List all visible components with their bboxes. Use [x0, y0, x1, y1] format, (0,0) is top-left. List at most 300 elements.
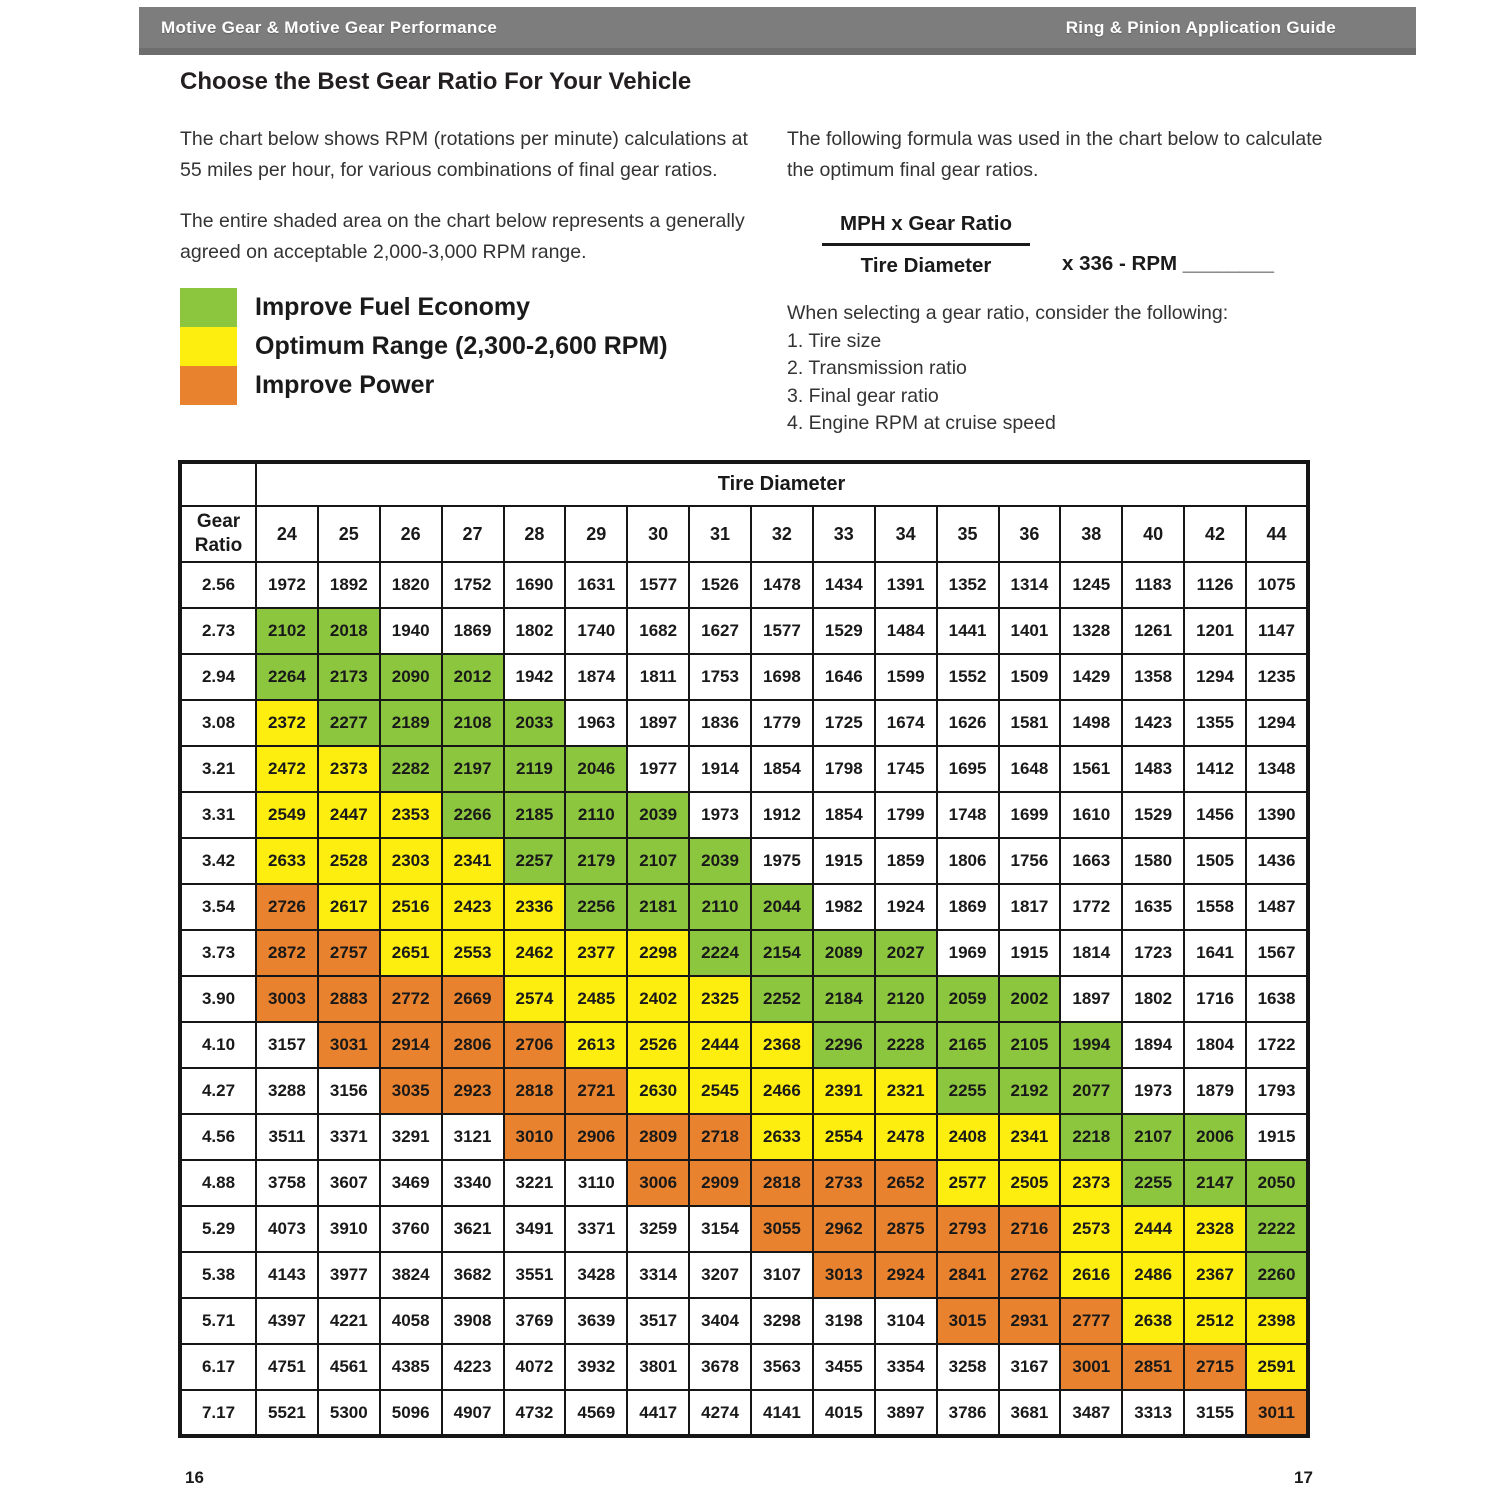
rpm-cell: 3155	[1184, 1390, 1246, 1436]
rpm-cell: 2545	[689, 1068, 751, 1114]
gear-ratio-cell: 5.29	[180, 1206, 256, 1252]
rpm-cell: 2793	[937, 1206, 999, 1252]
rpm-cell: 1147	[1246, 608, 1308, 654]
rpm-cell: 1994	[1060, 1022, 1122, 1068]
rpm-cell: 1748	[937, 792, 999, 838]
rpm-cell: 2485	[565, 976, 627, 1022]
rpm-cell: 3015	[937, 1298, 999, 1344]
rpm-cell: 3563	[751, 1344, 813, 1390]
tire-diameter-col-header: 32	[751, 506, 813, 562]
rpm-cell: 2909	[689, 1160, 751, 1206]
rpm-cell: 3156	[318, 1068, 380, 1114]
rpm-cell: 1646	[813, 654, 875, 700]
rpm-cell: 4073	[256, 1206, 318, 1252]
rpm-cell: 1915	[813, 838, 875, 884]
rpm-cell: 2184	[813, 976, 875, 1022]
rpm-cell: 2818	[751, 1160, 813, 1206]
rpm-cell: 1529	[813, 608, 875, 654]
rpm-cell: 2012	[442, 654, 504, 700]
gear-ratio-cell: 6.17	[180, 1344, 256, 1390]
rpm-cell: 2591	[1246, 1344, 1308, 1390]
rpm-cell: 4143	[256, 1252, 318, 1298]
rpm-cell: 2715	[1184, 1344, 1246, 1390]
rpm-cell: 2706	[504, 1022, 566, 1068]
gear-ratio-cell: 4.10	[180, 1022, 256, 1068]
rpm-cell: 2107	[627, 838, 689, 884]
rpm-cell: 1799	[875, 792, 937, 838]
rpm-cell: 5521	[256, 1390, 318, 1436]
rpm-cell: 3824	[380, 1252, 442, 1298]
rpm-cell: 2757	[318, 930, 380, 976]
table-row	[180, 884, 1308, 930]
rpm-cell: 1328	[1060, 608, 1122, 654]
rpm-cell: 3031	[318, 1022, 380, 1068]
tire-diameter-col-header: 38	[1060, 506, 1122, 562]
table-row	[180, 700, 1308, 746]
tire-diameter-col-header: 27	[442, 506, 504, 562]
rpm-cell: 2875	[875, 1206, 937, 1252]
rpm-cell: 2260	[1246, 1252, 1308, 1298]
page-number-left: 16	[185, 1468, 204, 1487]
rpm-cell: 3354	[875, 1344, 937, 1390]
rpm-cell: 2818	[504, 1068, 566, 1114]
rpm-cell: 1423	[1122, 700, 1184, 746]
rpm-cell: 1358	[1122, 654, 1184, 700]
rpm-cell: 3314	[627, 1252, 689, 1298]
rpm-cell: 2296	[813, 1022, 875, 1068]
rpm-cell: 3758	[256, 1160, 318, 1206]
rpm-cell: 2574	[504, 976, 566, 1022]
rpm-cell: 3428	[565, 1252, 627, 1298]
rpm-cell: 4221	[318, 1298, 380, 1344]
rpm-cell: 1699	[999, 792, 1061, 838]
rpm-cell: 2368	[751, 1022, 813, 1068]
rpm-cell: 3621	[442, 1206, 504, 1252]
rpm-cell: 1674	[875, 700, 937, 746]
rpm-cell: 2402	[627, 976, 689, 1022]
rpm-cell: 1599	[875, 654, 937, 700]
rpm-cell: 1973	[1122, 1068, 1184, 1114]
rpm-cell: 3107	[751, 1252, 813, 1298]
rpm-cell: 1526	[689, 562, 751, 608]
rpm-cell: 2851	[1122, 1344, 1184, 1390]
rpm-cell: 2089	[813, 930, 875, 976]
rpm-cell: 2197	[442, 746, 504, 792]
rpm-cell: 1498	[1060, 700, 1122, 746]
rpm-cell: 1235	[1246, 654, 1308, 700]
rpm-cell: 2002	[999, 976, 1061, 1022]
intro-paragraph-2: The entire shaded area on the chart below represents a generally agreed on acceptable 2,000-3,000 RPM range.	[180, 210, 745, 263]
rpm-cell: 2872	[256, 930, 318, 976]
rpm-cell: 1793	[1246, 1068, 1308, 1114]
gear-ratio-cell: 3.21	[180, 746, 256, 792]
rpm-cell: 1753	[689, 654, 751, 700]
rpm-cell: 1355	[1184, 700, 1246, 746]
rpm-cell: 1391	[875, 562, 937, 608]
rpm-cell: 4274	[689, 1390, 751, 1436]
tire-diameter-col-header: 34	[875, 506, 937, 562]
rpm-cell: 3198	[813, 1298, 875, 1344]
rpm-cell: 2914	[380, 1022, 442, 1068]
rpm-cell: 2046	[565, 746, 627, 792]
table-row	[180, 838, 1308, 884]
rpm-cell: 3932	[565, 1344, 627, 1390]
rpm-cell: 1581	[999, 700, 1061, 746]
rpm-cell: 1756	[999, 838, 1061, 884]
rpm-cell: 2733	[813, 1160, 875, 1206]
rpm-cell: 1638	[1246, 976, 1308, 1022]
rpm-cell: 1817	[999, 884, 1061, 930]
rpm-cell: 2154	[751, 930, 813, 976]
table-corner-cell	[180, 462, 256, 506]
tire-diameter-col-header: 25	[318, 506, 380, 562]
rpm-cell: 1854	[751, 746, 813, 792]
gear-ratio-cell: 3.90	[180, 976, 256, 1022]
rpm-cell: 3769	[504, 1298, 566, 1344]
rpm-cell: 1682	[627, 608, 689, 654]
rpm-cell: 2638	[1122, 1298, 1184, 1344]
consideration-item: 1. Tire size	[787, 329, 882, 352]
formula-denominator: Tire Diameter	[860, 254, 992, 277]
rpm-cell: 1580	[1122, 838, 1184, 884]
rpm-cell: 2651	[380, 930, 442, 976]
rpm-cell: 2018	[318, 608, 380, 654]
rpm-cell: 4072	[504, 1344, 566, 1390]
rpm-cell: 2110	[565, 792, 627, 838]
rpm-cell: 1505	[1184, 838, 1246, 884]
gear-ratio-header: Gear Ratio	[180, 506, 256, 562]
rpm-cell: 1820	[380, 562, 442, 608]
rpm-cell: 3167	[999, 1344, 1061, 1390]
rpm-cell: 4732	[504, 1390, 566, 1436]
rpm-cell: 1529	[1122, 792, 1184, 838]
table-row	[180, 1160, 1308, 1206]
rpm-cell: 2224	[689, 930, 751, 976]
rpm-cell: 3786	[937, 1390, 999, 1436]
rpm-cell: 2423	[442, 884, 504, 930]
rpm-cell: 3010	[504, 1114, 566, 1160]
rpm-cell: 4417	[627, 1390, 689, 1436]
gear-ratio-cell: 4.88	[180, 1160, 256, 1206]
rpm-cell: 3035	[380, 1068, 442, 1114]
rpm-cell: 1752	[442, 562, 504, 608]
rpm-cell: 3001	[1060, 1344, 1122, 1390]
gear-ratio-cell: 2.56	[180, 562, 256, 608]
rpm-cell: 2408	[937, 1114, 999, 1160]
rpm-cell: 2962	[813, 1206, 875, 1252]
gear-ratio-cell: 5.71	[180, 1298, 256, 1344]
rpm-cell: 2192	[999, 1068, 1061, 1114]
tire-diameter-col-header: 29	[565, 506, 627, 562]
table-row	[180, 1390, 1308, 1436]
table-row	[180, 562, 1308, 608]
rpm-cell: 2486	[1122, 1252, 1184, 1298]
gear-ratio-cell: 5.38	[180, 1252, 256, 1298]
gear-ratio-cell: 2.73	[180, 608, 256, 654]
rpm-cell: 2039	[627, 792, 689, 838]
rpm-cell: 4907	[442, 1390, 504, 1436]
rpm-cell: 1897	[1060, 976, 1122, 1022]
rpm-cell: 2120	[875, 976, 937, 1022]
rpm-cell: 4397	[256, 1298, 318, 1344]
rpm-cell: 2165	[937, 1022, 999, 1068]
rpm-cell: 1811	[627, 654, 689, 700]
table-row	[180, 1068, 1308, 1114]
rpm-cell: 2633	[751, 1114, 813, 1160]
rpm-cell: 2573	[1060, 1206, 1122, 1252]
rpm-cell: 1663	[1060, 838, 1122, 884]
rpm-cell: 1806	[937, 838, 999, 884]
consideration-item: 4. Engine RPM at cruise speed	[787, 412, 1056, 434]
rpm-cell: 1879	[1184, 1068, 1246, 1114]
rpm-cell: 1915	[999, 930, 1061, 976]
rpm-cell: 2528	[318, 838, 380, 884]
rpm-cell: 1294	[1184, 654, 1246, 700]
rpm-cell: 4058	[380, 1298, 442, 1344]
rpm-cell: 1973	[689, 792, 751, 838]
rpm-cell: 1126	[1184, 562, 1246, 608]
rpm-cell: 1723	[1122, 930, 1184, 976]
rpm-cell: 2630	[627, 1068, 689, 1114]
rpm-cell: 1558	[1184, 884, 1246, 930]
rpm-cell: 2478	[875, 1114, 937, 1160]
rpm-cell: 2228	[875, 1022, 937, 1068]
rpm-cell: 2373	[1060, 1160, 1122, 1206]
legend-row-fuel-economy	[180, 288, 668, 327]
rpm-cell: 2577	[937, 1160, 999, 1206]
table-row	[180, 976, 1308, 1022]
rpm-cell: 1892	[318, 562, 380, 608]
rpm-cell: 1698	[751, 654, 813, 700]
rpm-cell: 2809	[627, 1114, 689, 1160]
rpm-cell: 3639	[565, 1298, 627, 1344]
rpm-cell: 1725	[813, 700, 875, 746]
rpm-cell: 2373	[318, 746, 380, 792]
table-header-row-top	[180, 462, 1308, 506]
rpm-cell: 1814	[1060, 930, 1122, 976]
rpm-cell: 1610	[1060, 792, 1122, 838]
rpm-cell: 1940	[380, 608, 442, 654]
rpm-cell: 2617	[318, 884, 380, 930]
rpm-cell: 1869	[937, 884, 999, 930]
rpm-cell: 4141	[751, 1390, 813, 1436]
rpm-cell: 1772	[1060, 884, 1122, 930]
gear-ratio-cell: 3.73	[180, 930, 256, 976]
rpm-cell: 1972	[256, 562, 318, 608]
rpm-cell: 2341	[442, 838, 504, 884]
rpm-cell: 1975	[751, 838, 813, 884]
rpm-cell: 1626	[937, 700, 999, 746]
legend-label: Improve Power	[255, 371, 435, 399]
rpm-cell: 3340	[442, 1160, 504, 1206]
formula	[822, 212, 1274, 278]
rpm-cell: 2444	[1122, 1206, 1184, 1252]
header-left-title: Motive Gear & Motive Gear Performance	[161, 18, 498, 37]
rpm-cell: 2107	[1122, 1114, 1184, 1160]
intro-paragraph-1: The chart below shows RPM (rotations per minute) calculations at 55 miles per hour, for various combinations of final gear ratios.	[180, 128, 748, 181]
rpm-cell: 3404	[689, 1298, 751, 1344]
rpm-cell: 3469	[380, 1160, 442, 1206]
rpm-cell: 1745	[875, 746, 937, 792]
gear-ratio-cell: 3.42	[180, 838, 256, 884]
rpm-cell: 4015	[813, 1390, 875, 1436]
rpm-cell: 1969	[937, 930, 999, 976]
rpm-cell: 2105	[999, 1022, 1061, 1068]
rpm-cell: 3298	[751, 1298, 813, 1344]
tire-diameter-col-header: 31	[689, 506, 751, 562]
rpm-cell: 2179	[565, 838, 627, 884]
rpm-cell: 2147	[1184, 1160, 1246, 1206]
legend-swatch	[180, 366, 237, 405]
rpm-cell: 1201	[1184, 608, 1246, 654]
consideration-item: 3. Final gear ratio	[787, 384, 939, 407]
rpm-cell: 2110	[689, 884, 751, 930]
rpm-cell: 2277	[318, 700, 380, 746]
table-row	[180, 1344, 1308, 1390]
rpm-cell: 1436	[1246, 838, 1308, 884]
rpm-cell: 1695	[937, 746, 999, 792]
rpm-cell: 2185	[504, 792, 566, 838]
rpm-cell: 1942	[504, 654, 566, 700]
rpm-cell: 3607	[318, 1160, 380, 1206]
rpm-cell: 1183	[1122, 562, 1184, 608]
rpm-cell: 1802	[1122, 976, 1184, 1022]
rpm-cell: 1577	[627, 562, 689, 608]
legend	[180, 288, 668, 405]
rpm-cell: 2377	[565, 930, 627, 976]
considerations-title: When selecting a gear ratio, consider the following:	[787, 302, 1229, 324]
gear-ratio-cell: 3.08	[180, 700, 256, 746]
rpm-cell: 1722	[1246, 1022, 1308, 1068]
rpm-cell: 2039	[689, 838, 751, 884]
rpm-cell: 2883	[318, 976, 380, 1022]
rpm-cell: 3897	[875, 1390, 937, 1436]
rpm-cell: 3259	[627, 1206, 689, 1252]
rpm-cell: 2372	[256, 700, 318, 746]
rpm-cell: 3487	[1060, 1390, 1122, 1436]
rpm-cell: 3011	[1246, 1390, 1308, 1436]
rpm-cell: 3801	[627, 1344, 689, 1390]
rpm-cell: 2050	[1246, 1160, 1308, 1206]
rpm-cell: 1412	[1184, 746, 1246, 792]
rpm-cell: 1552	[937, 654, 999, 700]
table-row	[180, 746, 1308, 792]
legend-label: Improve Fuel Economy	[255, 293, 531, 321]
rpm-cell: 1977	[627, 746, 689, 792]
rpm-cell: 1982	[813, 884, 875, 930]
rpm-cell: 1716	[1184, 976, 1246, 1022]
rpm-cell: 3104	[875, 1298, 937, 1344]
rpm-cell: 1561	[1060, 746, 1122, 792]
tire-diameter-col-header: 42	[1184, 506, 1246, 562]
rpm-cell: 2726	[256, 884, 318, 930]
rpm-cell: 2613	[565, 1022, 627, 1068]
rpm-cell: 2119	[504, 746, 566, 792]
rpm-cell: 3110	[565, 1160, 627, 1206]
rpm-cell: 3682	[442, 1252, 504, 1298]
tire-diameter-col-header: 26	[380, 506, 442, 562]
consideration-item: 2. Transmission ratio	[787, 357, 967, 379]
formula-numerator: MPH x Gear Ratio	[822, 212, 1030, 246]
rpm-cell: 2255	[1122, 1160, 1184, 1206]
rpm-cell: 2526	[627, 1022, 689, 1068]
rpm-cell: 3760	[380, 1206, 442, 1252]
formula-fraction	[822, 212, 1030, 278]
rpm-cell: 2252	[751, 976, 813, 1022]
rpm-cell: 1924	[875, 884, 937, 930]
header-right-title: Ring & Pinion Application Guide	[1065, 18, 1336, 37]
table-row	[180, 1022, 1308, 1068]
rpm-cell: 2257	[504, 838, 566, 884]
rpm-cell: 1802	[504, 608, 566, 654]
rpm-cell: 3121	[442, 1114, 504, 1160]
rpm-cell: 3258	[937, 1344, 999, 1390]
rpm-cell: 1348	[1246, 746, 1308, 792]
rpm-cell: 3288	[256, 1068, 318, 1114]
rpm-cell: 2027	[875, 930, 937, 976]
rpm-cell: 2173	[318, 654, 380, 700]
rpm-cell: 1798	[813, 746, 875, 792]
rpm-cell: 2721	[565, 1068, 627, 1114]
legend-row-power	[180, 366, 668, 405]
rpm-cell: 3013	[813, 1252, 875, 1298]
rpm-cell: 2462	[504, 930, 566, 976]
rpm-cell: 1567	[1246, 930, 1308, 976]
rpm-cell: 3551	[504, 1252, 566, 1298]
rpm-cell: 1478	[751, 562, 813, 608]
rpm-cell: 4223	[442, 1344, 504, 1390]
rpm-cell: 2325	[689, 976, 751, 1022]
rpm-cell: 1456	[1184, 792, 1246, 838]
rpm-cell: 3221	[504, 1160, 566, 1206]
header-bar	[139, 7, 1416, 55]
rpm-cell: 2108	[442, 700, 504, 746]
legend-swatch	[180, 288, 237, 327]
tire-diameter-col-header: 28	[504, 506, 566, 562]
rpm-cell: 1915	[1246, 1114, 1308, 1160]
rpm-cell: 1390	[1246, 792, 1308, 838]
table-row	[180, 654, 1308, 700]
rpm-cell: 2102	[256, 608, 318, 654]
rpm-cell: 2341	[999, 1114, 1061, 1160]
table-row	[180, 1252, 1308, 1298]
rpm-cell: 3157	[256, 1022, 318, 1068]
tire-diameter-header: Tire Diameter	[256, 462, 1308, 506]
rpm-cell: 3207	[689, 1252, 751, 1298]
rpm-cell: 1804	[1184, 1022, 1246, 1068]
legend-swatch	[180, 327, 237, 366]
tire-diameter-col-header: 24	[256, 506, 318, 562]
rpm-cell: 3154	[689, 1206, 751, 1252]
tire-diameter-col-header: 36	[999, 506, 1061, 562]
rpm-cell: 2264	[256, 654, 318, 700]
gear-ratio-cell: 7.17	[180, 1390, 256, 1436]
rpm-cell: 2553	[442, 930, 504, 976]
rpm-cell: 2512	[1184, 1298, 1246, 1344]
rpm-cell: 1779	[751, 700, 813, 746]
rpm-cell: 3491	[504, 1206, 566, 1252]
rpm-cell: 5300	[318, 1390, 380, 1436]
rpm-cell: 2059	[937, 976, 999, 1022]
rpm-cell: 1429	[1060, 654, 1122, 700]
rpm-cell: 2447	[318, 792, 380, 838]
rpm-cell: 3291	[380, 1114, 442, 1160]
rpm-cell: 3371	[565, 1206, 627, 1252]
rpm-cell: 2633	[256, 838, 318, 884]
table-header-row-columns	[180, 506, 1308, 562]
rpm-cell: 3313	[1122, 1390, 1184, 1436]
rpm-cell: 2328	[1184, 1206, 1246, 1252]
